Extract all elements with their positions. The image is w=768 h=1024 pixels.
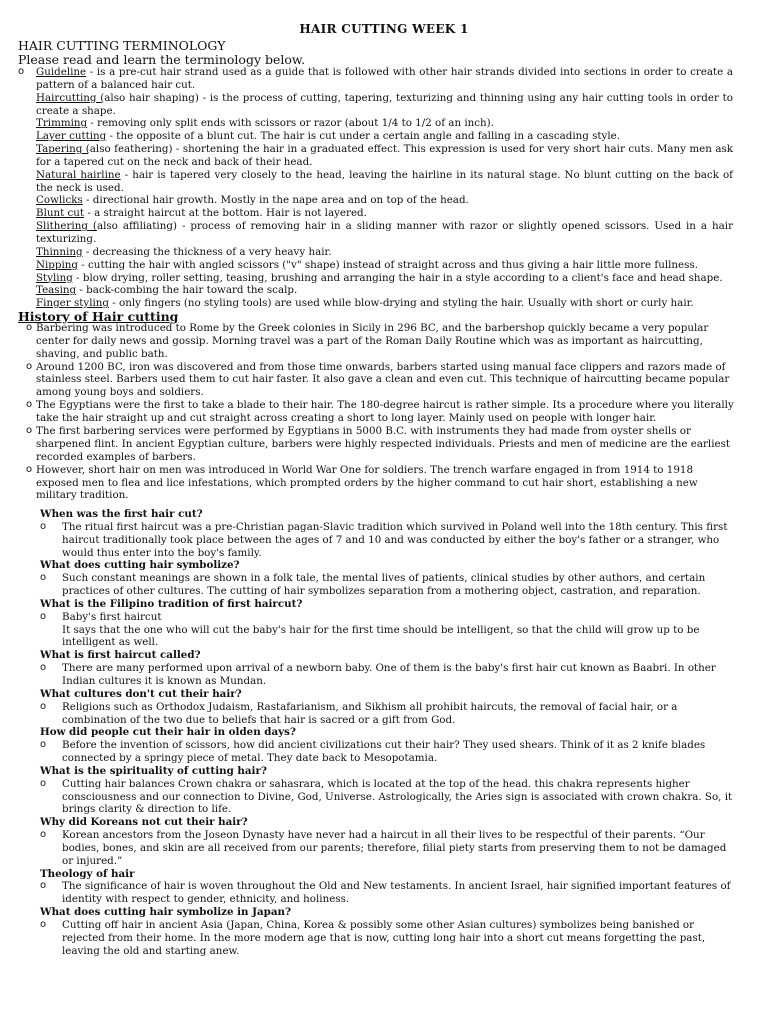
term-name: Slithering ( <box>36 220 97 233</box>
terminology-heading: HAIR CUTTING TERMINOLOGY <box>18 38 226 53</box>
answer-item <box>40 611 740 624</box>
answer-text: Korean ancestors from the Joseon Dynasty have never had a haircut in all their lives to be respectful of their parents. “Our bodies, bones, and skin are all received from our parents; therefore, filial piety starts from preserving them to not be damaged or injured.” <box>62 829 727 867</box>
answer-text: Before the invention of scissors, how did ancient civilizations cut their hair? They used shears. Think of it as 2 knife blades connected by a springy piece of metal. They date back to Mesopotamia. <box>62 739 706 765</box>
history-item <box>26 322 738 361</box>
term-name: Layer cutting <box>36 130 107 143</box>
term-definition: - hair is tapered very closely to the head, leaving the hairline in its natural stage. No blunt cutting on the back of the neck is used. <box>36 168 733 194</box>
history-item <box>26 399 738 425</box>
question-heading: When was the first hair cut? <box>40 508 203 520</box>
answer-item <box>40 778 740 817</box>
term-item <box>18 272 733 285</box>
bullet-icon: o <box>26 360 33 372</box>
qa-section <box>40 508 740 958</box>
question-heading: How did people cut their hair in olden days? <box>40 726 296 739</box>
bullet-icon: o <box>18 66 25 77</box>
question-heading: What is the spirituality of cutting hair? <box>40 764 267 777</box>
term-definition: - directional hair growth. Mostly in the nape area and on top of the head. <box>82 194 469 207</box>
answer-item <box>40 572 740 598</box>
term-item <box>18 194 733 207</box>
term-item <box>18 92 733 118</box>
question-heading: What is the Filipino tradition of first haircut? <box>40 597 303 610</box>
answer-text: Baby's first haircut <box>62 610 162 623</box>
history-text: The first barbering services were performed by Egyptians in 5000 B.C. with instruments they had made from oyster shells or sharpened flint. In ancient Egyptian culture, barbers were highly respected individuals. Priests and men of medicine are the earliest recorded examples of barbers. <box>36 425 730 463</box>
term-definition: also hair shaping) - is the process of cutting, tapering, texturizing and thinning using any hair cutting tools in order to create a shape. <box>36 91 733 117</box>
history-list <box>26 322 738 502</box>
term-definition: - decreasing the thickness of a very heavy hair. <box>82 245 332 258</box>
bullet-icon: o <box>26 322 33 333</box>
term-definition: - the opposite of a blunt cut. The hair is cut under a certain angle and falling in a cascading style. <box>106 130 621 143</box>
term-name: Guideline <box>36 66 87 78</box>
term-definition: - a straight haircut at the bottom. Hair is not layered. <box>84 207 367 220</box>
answer-item <box>40 829 740 868</box>
history-text: However, short hair on men was introduced in World War One for soldiers. The trench warfare engaged in from 1914 to 1918 exposed men to flea and lice infestations, which prompted orders by the higher command to cut hair short, establishing a new military tradition. <box>36 463 698 502</box>
term-name: Tapering ( <box>36 143 90 156</box>
term-name: Trimming <box>36 117 88 130</box>
term-item <box>18 130 733 143</box>
bullet-icon: o <box>40 919 47 930</box>
term-definition: - cutting the hair with angled scissors ("v" shape) instead of straight across and thus giving a hair little more fullness. <box>78 258 698 271</box>
bullet-icon: o <box>40 520 47 532</box>
answer-text: The ritual first haircut was a pre-Christian pagan-Slavic tradition which survived in Poland well into the 18th century. This first haircut traditionally took place between the ages of 7 and 10 and was conducted by either the boy's father or a stranger, who would thus enter into the boy's family. <box>62 520 728 559</box>
answer-text: The significance of hair is woven throughout the Old and New testaments. In ancient Israel, hair signified important features of identity with respect to gender, ethnicity, and holiness. <box>62 880 731 906</box>
term-name: Teasing <box>36 284 77 297</box>
answer-item <box>40 521 740 560</box>
term-item <box>18 169 733 195</box>
term-definition: - back-combing the hair toward the scalp. <box>76 284 298 297</box>
term-name: Styling <box>36 271 73 284</box>
instruction-text: Please read and learn the terminology below. <box>18 52 306 67</box>
term-name: Natural hairline <box>36 168 121 181</box>
history-item <box>26 464 738 503</box>
term-definition: - removing only split ends with scissors or razor (about 1/4 to 1/2 of an inch). <box>87 117 494 130</box>
term-name: Blunt cut <box>36 207 85 220</box>
history-item <box>26 361 738 400</box>
answer-item <box>40 880 740 906</box>
answer-item <box>40 739 740 765</box>
bullet-icon: o <box>40 880 47 892</box>
term-definition: - blow drying, roller setting, teasing, brushing and arranging the hair in a style according to a client's face and head shape. <box>72 271 723 284</box>
term-definition: - is a pre-cut hair strand used as a guide that is followed with other hair strands divided into sections in order to create a pattern of a balanced hair cut. <box>36 66 733 91</box>
bullet-icon: o <box>40 610 47 622</box>
answer-text: Such constant meanings are shown in a folk tale, the mental lives of patients, clinical studies by other authors, and certain practices of other cultures. The cutting of hair symbolizes separation from a mothering object, castration, and reparation. <box>62 572 706 598</box>
question-heading: What does cutting hair symbolize? <box>40 559 240 572</box>
page-title: HAIR CUTTING WEEK 1 <box>299 22 469 36</box>
answer-text: Cutting hair balances Crown chakra or sahasrara, which is located at the top of the head. this chakra represents higher consciousness and our connection to Divine, God, Universe. Astrologically, the Aries sign is associated with crown chakra. So, it brings clarity & direction to life. <box>62 777 733 816</box>
bullet-icon: o <box>40 700 47 712</box>
terminology-list <box>18 66 733 310</box>
answer-item <box>40 701 740 727</box>
bullet-icon: o <box>26 399 33 411</box>
history-text: The Egyptians were the first to take a blade to their hair. The 180-degree haircut is rather simple. Its a procedure where you literally take the hair straight up and cut straight across creating a short to long layer. Mainly used on people with longer hair. <box>36 399 734 425</box>
bullet-icon: o <box>40 572 47 584</box>
bullet-icon: o <box>40 662 47 674</box>
answer-item <box>40 919 740 958</box>
term-name: Nipping <box>36 258 79 271</box>
term-definition: also affiliating) - process of removing hair in a sliding manner with razor or slightly opened scissors. Used in a hair texturizing. <box>36 220 733 245</box>
term-item <box>18 143 733 169</box>
term-item <box>18 246 733 259</box>
term-definition: also feathering) - shortening the hair in a graduated effect. This expression is used for very short hair cuts. Many men ask for a tapered cut on the neck and back of their head. <box>36 143 733 168</box>
bullet-icon: o <box>26 425 33 437</box>
answer-continuation: It says that the one who will cut the baby's hair for the first time should be intelligent, so that the child will grow up to be intelligent as well. <box>62 623 700 649</box>
term-item <box>18 259 733 272</box>
term-name: Cowlicks <box>36 194 83 207</box>
history-heading: History of Hair cutting <box>18 309 179 324</box>
question-heading: What cultures don't cut their hair? <box>40 687 242 700</box>
history-item <box>26 425 738 464</box>
bullet-icon: o <box>26 463 33 475</box>
term-definition: - only fingers (no styling tools) are used while blow-drying and styling the hair. Usually with short or curly hair. <box>109 297 694 310</box>
history-text: Around 1200 BC, iron was discovered and from those time onwards, barbers started using manual face clippers and razors made of stainless steel. Barbers used them to cut hair faster. It also gave a clean and even cut. This technique of haircutting became popular among young boys and soldiers. <box>36 360 730 399</box>
term-name: Finger styling <box>36 297 109 310</box>
term-item <box>18 117 733 130</box>
term-name: Haircutting ( <box>36 91 105 104</box>
term-item <box>18 284 733 297</box>
question-heading: Theology of hair <box>40 867 135 880</box>
answer-text: Religions such as Orthodox Judaism, Rastafarianism, and Sikhism all prohibit haircuts, the removal of facial hair, or a combination of the two due to beliefs that hair is sacred or a gift from God. <box>62 700 678 726</box>
term-item <box>18 207 733 220</box>
question-heading: What is first haircut called? <box>40 649 201 662</box>
history-text: Barbering was introduced to Rome by the Greek colonies in Sicily in 296 BC, and the barbershop quickly became a very popular center for daily news and gossip. Morning travel was a part of the Roman Daily Routine which was as important as haircutting, shaving, and public bath. <box>36 322 709 360</box>
answer-text: Cutting off hair in ancient Asia (Japan, China, Korea & possibly some other Asian cultures) symbolizes being banished or rejected from their home. In the more modern age that is now, cutting long hair into a short cut means forgetting the past, leaving the old and starting anew. <box>62 919 706 957</box>
bullet-icon: o <box>40 739 47 751</box>
term-name: Thinning <box>36 245 83 258</box>
term-item <box>18 66 733 92</box>
answer-item <box>40 662 740 688</box>
bullet-icon: o <box>40 829 47 841</box>
bullet-icon: o <box>40 777 47 789</box>
question-heading: What does cutting hair symbolize in Japan? <box>40 906 292 919</box>
question-heading: Why did Koreans not cut their hair? <box>40 816 248 829</box>
answer-text: There are many performed upon arrival of a newborn baby. One of them is the baby's first hair cut known as Baabri. In other Indian cultures it is known as Mundan. <box>62 662 716 687</box>
term-item <box>18 220 733 246</box>
